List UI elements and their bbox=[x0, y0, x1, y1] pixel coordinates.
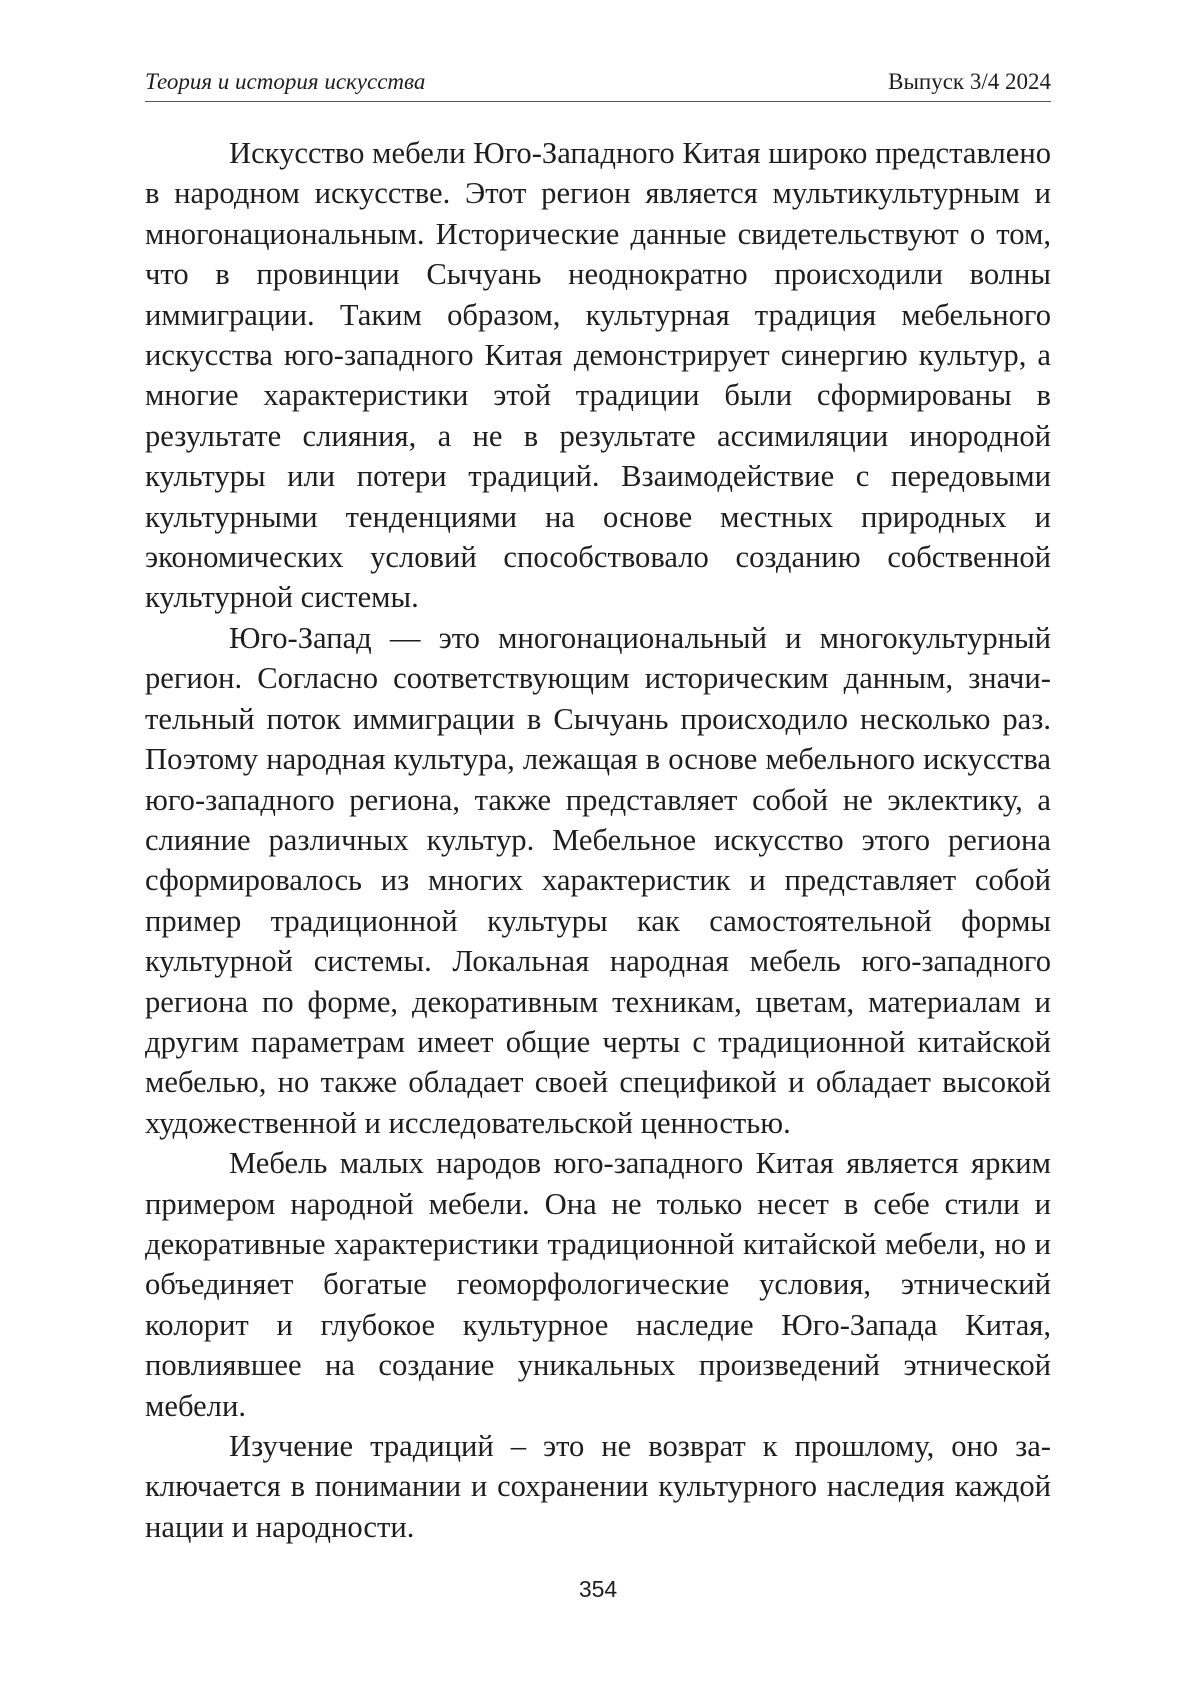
journal-title: Теория и история искусства bbox=[145, 67, 425, 97]
document-page bbox=[145, 0, 1051, 1703]
paragraph-1: Искусство мебели Юго-Западного Китая широко пред­ставлено в народном искусстве. Этот регион является мульти­культурным и многонациональным. Исторические данные сви­детельствуют о том, что в провинции Сычуань неоднократно происходили волны иммиграции. Таким образом, культурная традиция мебельного искусства юго-западного Китая демон­стрирует синергию культур, а многие характеристики этой тра­диции были сформированы в результате слияния, а не в резуль­тате ассимиляции инородной культуры или потери традиций. Взаимодействие с передовыми культурными тенденциями на основе местных природных и экономических условий способ­ствовало созданию собственной культурной системы. bbox=[145, 133, 1051, 618]
paragraph-3: Мебель малых народов юго-западного Китая является ярким примером народной мебели. Она не только несет в себе стили и декоративные характеристики традиционной китайской мебели, но и объединяет богатые геоморфологические условия, этнический колорит и глубокое культурное наследие Юго-Запа­да Китая, повлиявшее на создание уникальных произведений этнической мебели. bbox=[145, 1143, 1051, 1426]
paragraph-4: Изучение традиций – это не возврат к прошлому, оно за­ключается в понимании и сохранении культурного наследия ка­ждой нации и народности. bbox=[145, 1426, 1051, 1547]
issue-info: Выпуск 3/4 2024 bbox=[888, 67, 1051, 97]
running-header bbox=[145, 62, 1051, 102]
page-number: 354 bbox=[145, 1574, 1051, 1604]
body-text bbox=[145, 133, 1051, 1547]
paragraph-2: Юго-Запад — это многонациональный и многокультурный регион. Согласно соответствующим историческим данным, значи­тельный поток иммиграции в Сычуань происходило несколько раз. Поэтому народная культура, лежащая в основе мебельного искус­ства юго-западного региона, также представляет собой не эклек­тику, а слияние различных культур. Мебельное искусство этого региона сформировалось из многих характеристик и представляет собой пример традиционной культуры как самостоятельной формы культурной системы. Локальная народная мебель юго-западного региона по форме, декоративным техникам, цветам, материалам и другим параметрам имеет общие черты с традиционной китайской мебелью, но также обладает своей спецификой и обладает высокой художественной и исследовательской ценностью. bbox=[145, 618, 1051, 1143]
